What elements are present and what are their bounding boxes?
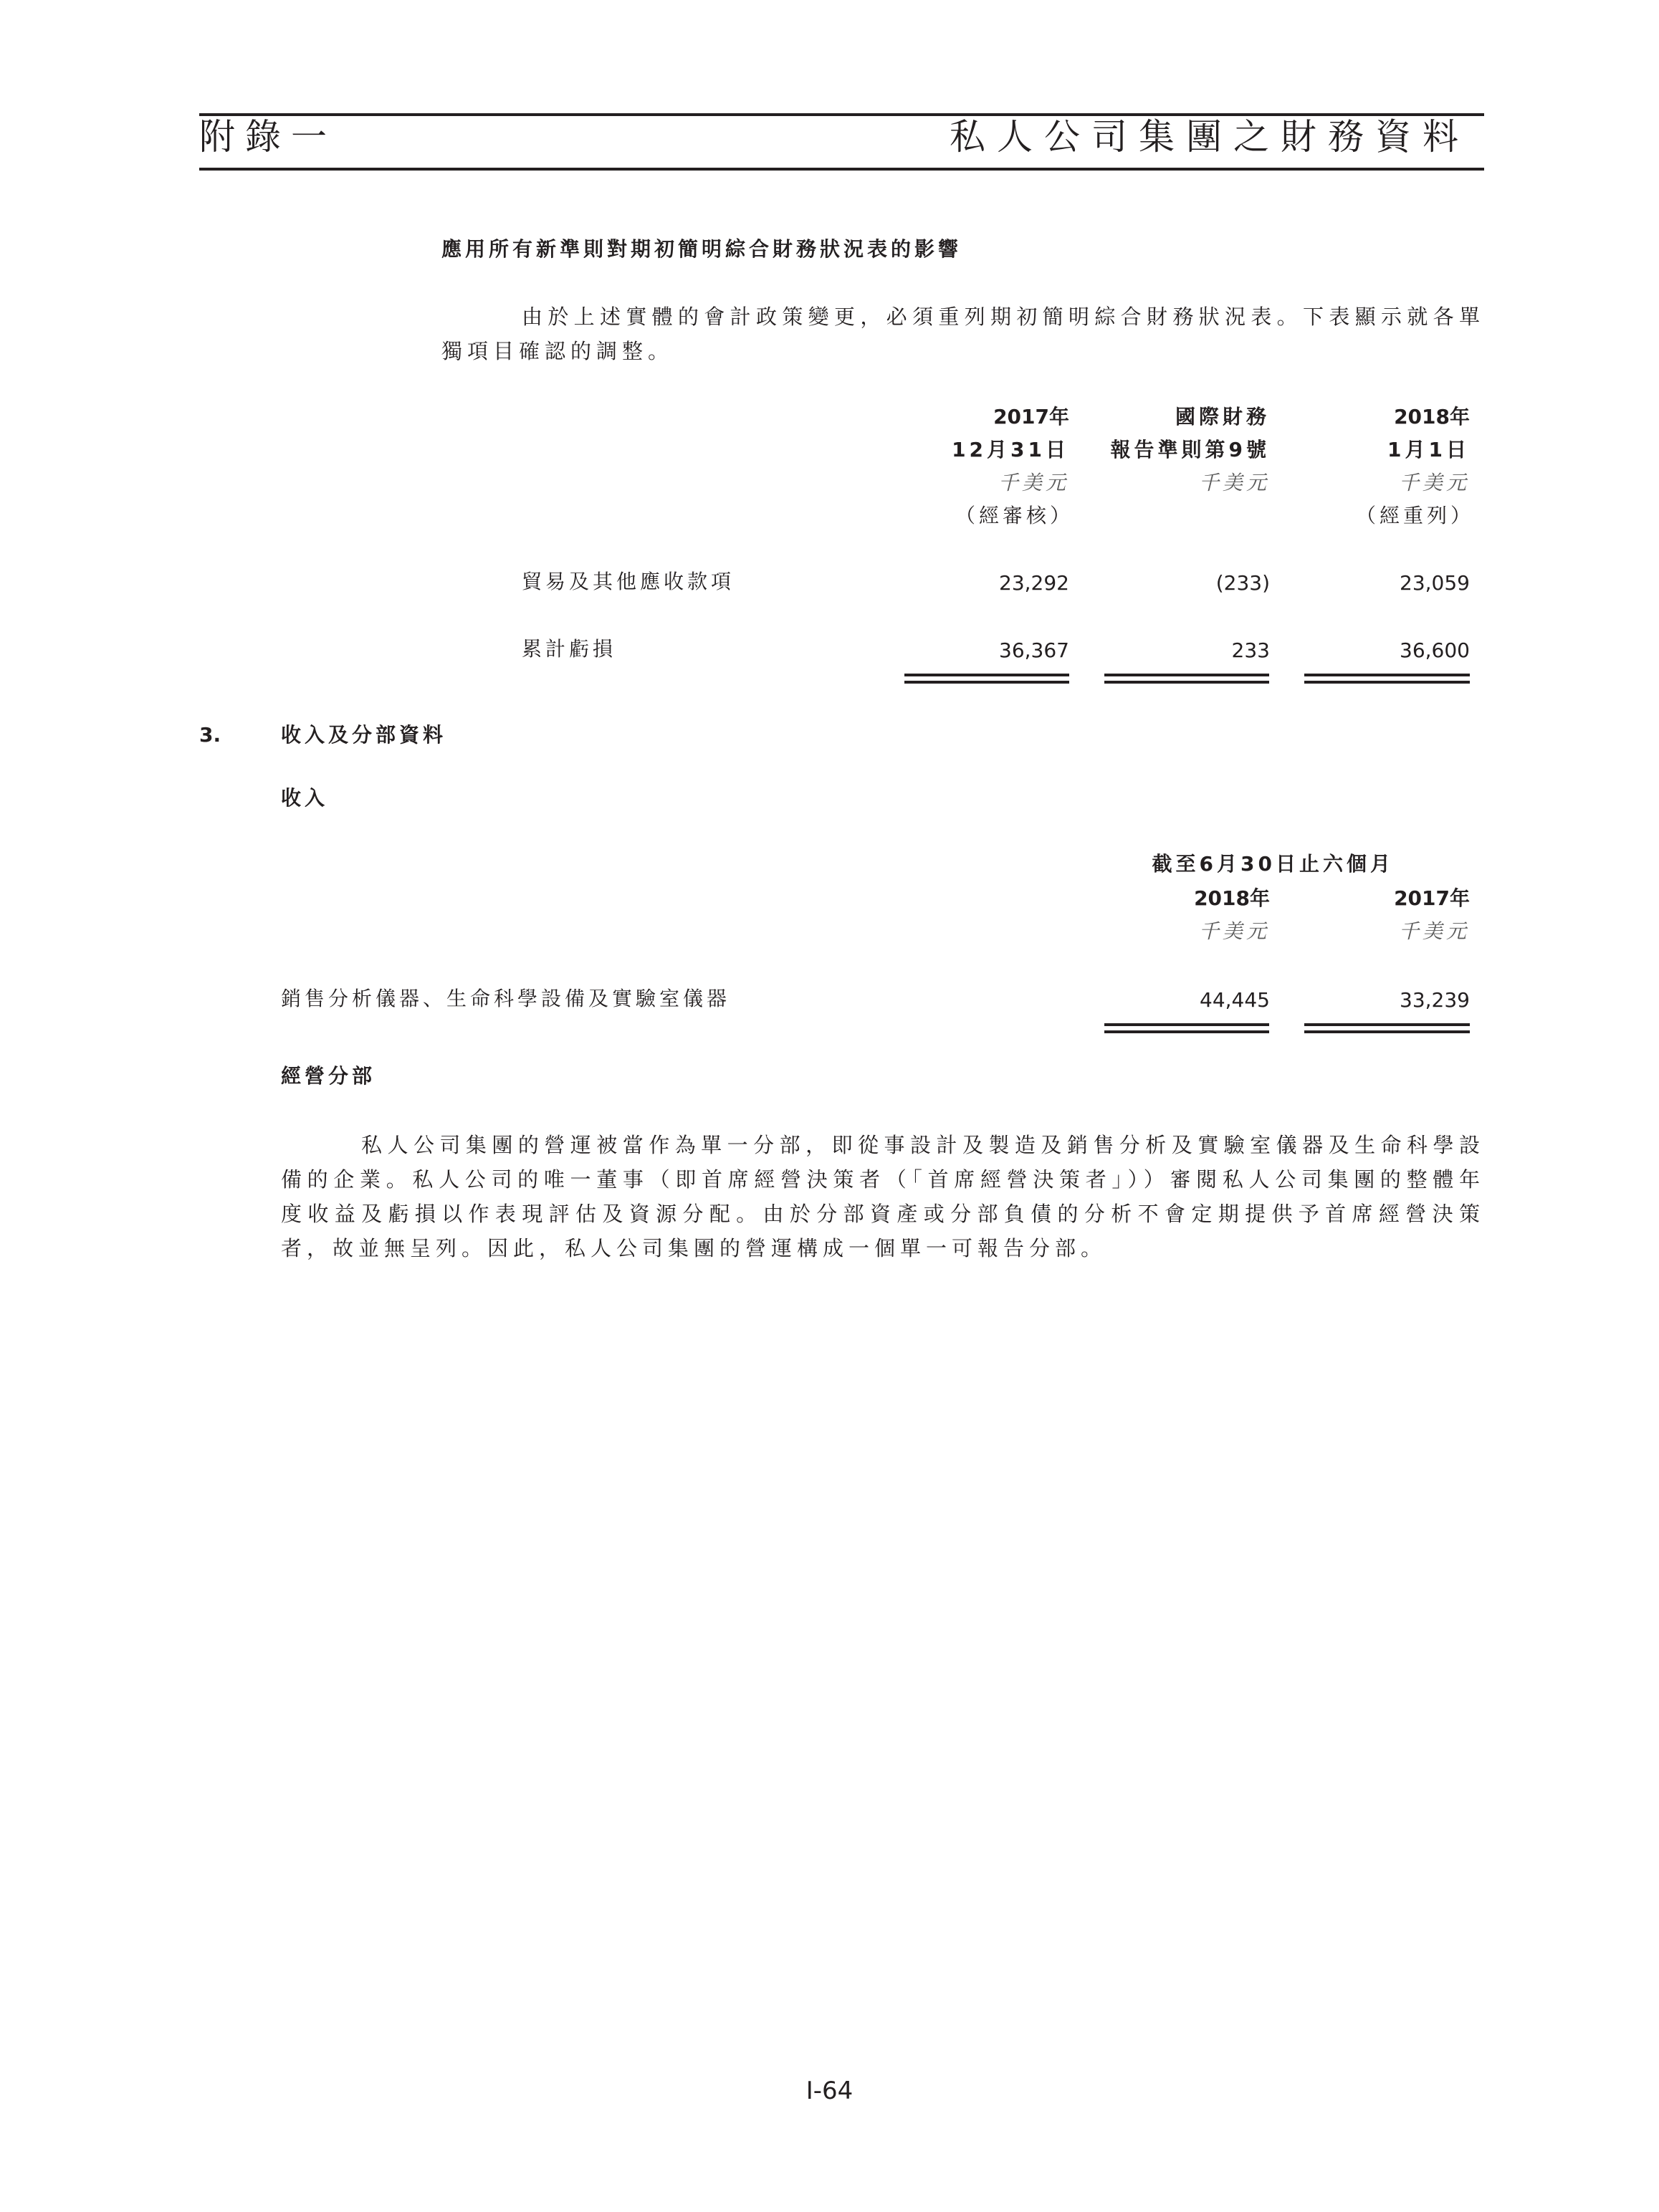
double-underline (1304, 674, 1470, 684)
row-label: 累計虧損 (522, 637, 617, 661)
segment-paragraph-text: 私人公司集團的營運被當作為單一分部，即從事設計及製造及銷售分析及實驗室儀器及生命科學設備的企業。私人公司的唯一董事（即首席經營決策者（「首席經營決策者」））審閱私人公司集團的整體年度收益及虧損以作表現評估及資源分配。由於分部資產或分部負債的分析不會定期提供予首席經營決策者，故並無呈列。因此，私人公司集團的營運構成一個單一可報告分部。 (281, 1133, 1485, 1260)
row-value: 36,367 (999, 638, 1069, 662)
rev-col1-unit: 千美元 (1198, 919, 1270, 943)
col1-line2: 12月31日 (952, 438, 1069, 461)
col3-line2: 1月1日 (1387, 438, 1470, 461)
rev-col2-unit: 千美元 (1398, 919, 1470, 943)
col2-line2: 報告準則第9號 (1110, 438, 1270, 461)
double-underline (1104, 674, 1269, 684)
restatement-heading: 應用所有新準則對期初簡明綜合財務狀況表的影響 (441, 237, 962, 261)
double-underline (1104, 1023, 1269, 1033)
restatement-paragraph (441, 300, 1485, 368)
section-heading: 收入及分部資料 (281, 723, 447, 747)
row-value: (233) (1215, 571, 1270, 595)
page-number: I-64 (805, 2077, 854, 2105)
row-value: 23,292 (999, 571, 1069, 595)
rev-col2-year: 2017年 (1394, 886, 1470, 910)
section-title: 私人公司集團之財務資料 (950, 116, 1470, 158)
col3-line1: 2018年 (1394, 405, 1470, 428)
header-bottom-rule (199, 168, 1484, 171)
col3-unit: 千美元 (1398, 471, 1470, 494)
section-number: 3. (199, 723, 221, 747)
col2-unit: 千美元 (1198, 471, 1270, 494)
appendix-title: 附錄一 (199, 116, 337, 158)
col3-note: （經重列） (1355, 504, 1474, 527)
revenue-heading: 收入 (281, 786, 329, 810)
row-value: 233 (1231, 638, 1270, 662)
segment-heading: 經營分部 (281, 1064, 376, 1088)
double-underline (904, 674, 1069, 684)
restatement-paragraph-text: 由於上述實體的會計政策變更，必須重列期初簡明綜合財務狀況表。下表顯示就各單獨項目確認的調整。 (441, 305, 1485, 363)
rev-col1-year: 2018年 (1194, 886, 1270, 910)
period-header: 截至6月30日止六個月 (1152, 852, 1394, 876)
col1-note: （經審核） (955, 504, 1074, 527)
double-underline (1304, 1023, 1470, 1033)
row-value: 36,600 (1400, 638, 1470, 662)
row-value: 33,239 (1400, 988, 1470, 1012)
col2-line1: 國際財務 (1175, 405, 1270, 428)
col1-unit: 千美元 (998, 471, 1069, 494)
segment-paragraph (281, 1128, 1485, 1265)
row-value: 23,059 (1400, 571, 1470, 595)
col1-line1: 2017年 (993, 405, 1069, 428)
row-value: 44,445 (1200, 988, 1270, 1012)
row-label: 銷售分析儀器、生命科學設備及實驗室儀器 (281, 987, 731, 1010)
row-label: 貿易及其他應收款項 (522, 570, 735, 593)
